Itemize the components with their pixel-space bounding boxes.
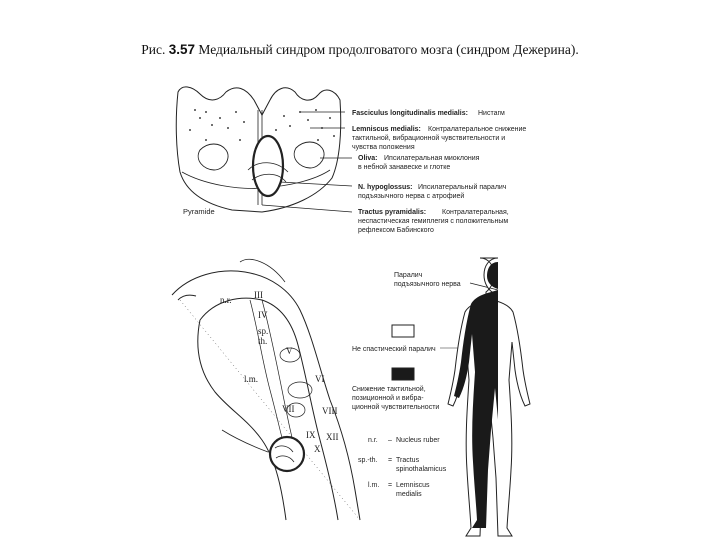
svg-text:Nucleus ruber: Nucleus ruber [396, 437, 440, 444]
human-figure [448, 230, 530, 536]
svg-text:Ипсилатеральная миоклония: Ипсилатеральная миоклония [384, 155, 480, 162]
svg-text:IX: IX [306, 430, 316, 440]
svg-text:V: V [286, 346, 293, 356]
legend-black [352, 368, 439, 411]
svg-text:тактильной, вибрационной чувст: тактильной, вибрационной чувствительности и [352, 135, 506, 142]
svg-text:th.: th. [258, 336, 268, 346]
svg-text:VI: VI [315, 374, 325, 384]
svg-text:Контралатеральное снижение: Контралатеральное снижение [428, 126, 527, 133]
svg-text:l.m.: l.m. [244, 374, 259, 384]
svg-text:IV: IV [258, 310, 268, 320]
svg-text:Нистагм: Нистагм [478, 110, 505, 117]
svg-text:неспастическая гемиплегия с по: неспастическая гемиплегия с положительным [358, 218, 509, 225]
svg-text:подъязычного нерва с атрофией: подъязычного нерва с атрофией [358, 193, 465, 200]
svg-text:sp.-th.: sp.-th. [358, 457, 378, 464]
brainstem-labels [220, 290, 339, 454]
caption-number: 3.57 [168, 42, 196, 57]
caption-prefix: Рис. [141, 42, 169, 57]
svg-text:VIII: VIII [322, 406, 338, 416]
svg-text:Lemniscus medialis:: Lemniscus medialis: [352, 126, 421, 133]
legend-white [352, 325, 470, 353]
svg-text:позиционной и вибра-: позиционной и вибра- [352, 395, 424, 402]
svg-text:Ипсилатеральный паралич: Ипсилатеральный паралич [418, 184, 507, 191]
annotation-fasciculus [352, 110, 505, 117]
annotation-lemniscus [352, 126, 526, 151]
svg-text:sp.: sp. [258, 326, 269, 336]
svg-text:Lemniscus: Lemniscus [396, 482, 430, 489]
svg-text:–: – [388, 437, 392, 444]
svg-text:=: = [388, 482, 393, 489]
svg-text:в небной занавеске и глотке: в небной занавеске и глотке [358, 164, 451, 171]
annotation-tractus-pyramidalis [358, 209, 509, 234]
svg-text:VII: VII [282, 404, 295, 414]
legend-swatch-black [392, 368, 414, 380]
annotation-hypoglossus [358, 183, 507, 200]
svg-text:Tractus pyramidalis:: Tractus pyramidalis: [358, 209, 427, 216]
svg-text:III: III [254, 290, 263, 300]
svg-text:medialis: medialis [396, 491, 422, 498]
pyramide-label: Pyramide [183, 207, 215, 216]
svg-text:чувства положения: чувства положения [352, 144, 415, 151]
svg-text:Снижение тактильной,: Снижение тактильной, [352, 386, 426, 393]
svg-text:l.m.: l.m. [368, 482, 380, 489]
svg-text:Fasciculus longitudinalis medi: Fasciculus longitudinalis medialis: [352, 110, 468, 117]
figure-label-line1: Паралич [394, 272, 423, 279]
brainstem-sagittal-drawing [172, 259, 360, 520]
svg-text:X: X [314, 444, 321, 454]
annotation-oliva [358, 155, 480, 171]
svg-text:N. hypoglossus:: N. hypoglossus: [358, 184, 413, 191]
medulla-cross-section [176, 87, 352, 212]
svg-text:n.r.: n.r. [368, 437, 378, 444]
svg-text:spinothalamicus: spinothalamicus [396, 466, 447, 473]
svg-text:n.r.: n.r. [220, 295, 232, 305]
svg-text:Контралатеральная,: Контралатеральная, [442, 209, 509, 216]
svg-text:XII: XII [326, 432, 339, 442]
svg-text:Tractus: Tractus [396, 457, 420, 464]
abbreviation-list [358, 437, 447, 498]
svg-text:Не спастический паралич: Не спастический паралич [352, 346, 436, 353]
svg-text:рефлексом Бабинского: рефлексом Бабинского [358, 227, 434, 234]
legend-swatch-white [392, 325, 414, 337]
svg-text:=: = [388, 457, 393, 464]
figure-label-line2: подъязычного нерва [394, 281, 461, 288]
svg-text:ционной чувствительности: ционной чувствительности [352, 404, 440, 411]
svg-text:Oliva:: Oliva: [358, 155, 378, 162]
caption-text: Медиальный синдром продолговатого мозга (синдром Дежерина). [195, 42, 579, 57]
